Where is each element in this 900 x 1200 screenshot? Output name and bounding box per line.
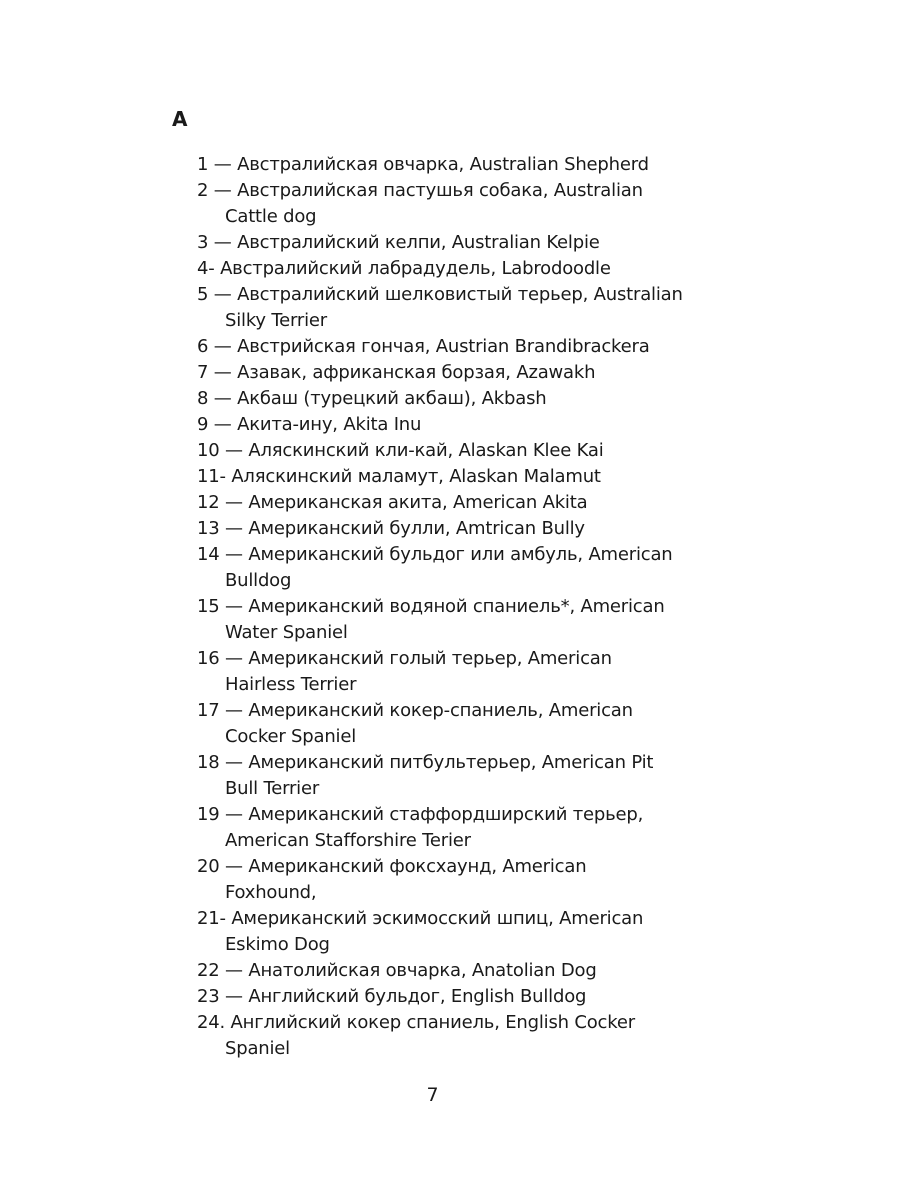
list-item-continuation: American Stafforshire Terier — [225, 830, 471, 851]
list-item — [197, 958, 677, 984]
list-item — [197, 698, 677, 750]
breed-list — [197, 152, 683, 1062]
list-item — [197, 646, 677, 698]
list-item-text: 14 — Американский бульдог или амбуль, American — [197, 544, 673, 565]
list-item — [197, 490, 677, 516]
list-item-continuation: Cocker Spaniel — [225, 726, 357, 747]
list-item — [197, 412, 677, 438]
list-item-continuation: Water Spaniel — [225, 622, 348, 643]
list-item — [197, 282, 683, 334]
list-item — [197, 152, 677, 178]
list-item — [197, 542, 677, 594]
list-item-continuation: Foxhound, — [225, 882, 317, 903]
list-item — [197, 594, 677, 646]
list-item-text: 4- Австралийский лабрадудель, Labrodoodle — [197, 258, 611, 279]
list-item-continuation: Cattle dog — [225, 206, 317, 227]
list-item — [197, 906, 677, 958]
list-item — [197, 1010, 677, 1062]
list-item-text: 17 — Американский кокер-спаниель, American — [197, 700, 633, 721]
section-letter-heading: А — [172, 107, 188, 131]
list-item-continuation: Silky Terrier — [225, 310, 327, 331]
list-item — [197, 230, 677, 256]
list-item-text: 12 — Американская акита, American Akita — [197, 492, 588, 513]
list-item-text: 1 — Австралийская овчарка, Australian Shepherd — [197, 154, 649, 175]
list-item — [197, 464, 677, 490]
list-item-text: 20 — Американский фоксхаунд, American — [197, 856, 587, 877]
list-item-text: 19 — Американский стаффордширский терьер, — [197, 804, 644, 825]
list-item — [197, 516, 677, 542]
list-item-continuation: Eskimo Dog — [225, 934, 330, 955]
list-item-text: 7 — Азавак, африканская борзая, Azawakh — [197, 362, 596, 383]
list-item-text: 21- Американский эскимосский шпиц, American — [197, 908, 644, 929]
list-item — [197, 334, 677, 360]
list-item — [197, 854, 677, 906]
list-item-text: 6 — Австрийская гончая, Austrian Brandibrackera — [197, 336, 650, 357]
list-item-text: 11- Аляскинский маламут, Alaskan Malamut — [197, 466, 601, 487]
list-item-text: 22 — Анатолийская овчарка, Anatolian Dog — [197, 960, 597, 981]
list-item — [197, 984, 677, 1010]
list-item-text: 10 — Аляскинский кли-кай, Alaskan Klee Kai — [197, 440, 604, 461]
list-item-text: 9 — Акита-ину, Akita Inu — [197, 414, 422, 435]
list-item-text: 16 — Американский голый терьер, American — [197, 648, 612, 669]
list-item-text: 24. Английский кокер спаниель, English Cocker — [197, 1012, 635, 1033]
list-item-text: 18 — Американский питбультерьер, American Pit — [197, 752, 654, 773]
list-item-text: 23 — Английский бульдог, English Bulldog — [197, 986, 587, 1007]
list-item — [197, 178, 677, 230]
list-item-continuation: Bull Terrier — [225, 778, 320, 799]
list-item — [197, 438, 677, 464]
list-item-text: 3 — Австралийский келпи, Australian Kelpie — [197, 232, 600, 253]
list-item-continuation: Hairless Terrier — [225, 674, 357, 695]
list-item-text: 5 — Австралийский шелковистый терьер, Australian — [197, 284, 683, 305]
list-item-continuation: Bulldog — [225, 570, 292, 591]
list-item-text: 15 — Американский водяной спаниель*, American — [197, 596, 665, 617]
list-item-text: 2 — Австралийская пастушья собака, Australian — [197, 180, 643, 201]
list-item — [197, 802, 677, 854]
list-item — [197, 256, 677, 282]
list-item-text: 13 — Американский булли, Amtrican Bully — [197, 518, 585, 539]
list-item — [197, 386, 677, 412]
list-item — [197, 750, 677, 802]
list-item-text: 8 — Акбаш (турецкий акбаш), Akbash — [197, 388, 547, 409]
list-item-continuation: Spaniel — [225, 1038, 290, 1059]
page-number: 7 — [426, 1084, 439, 1106]
list-item — [197, 360, 677, 386]
